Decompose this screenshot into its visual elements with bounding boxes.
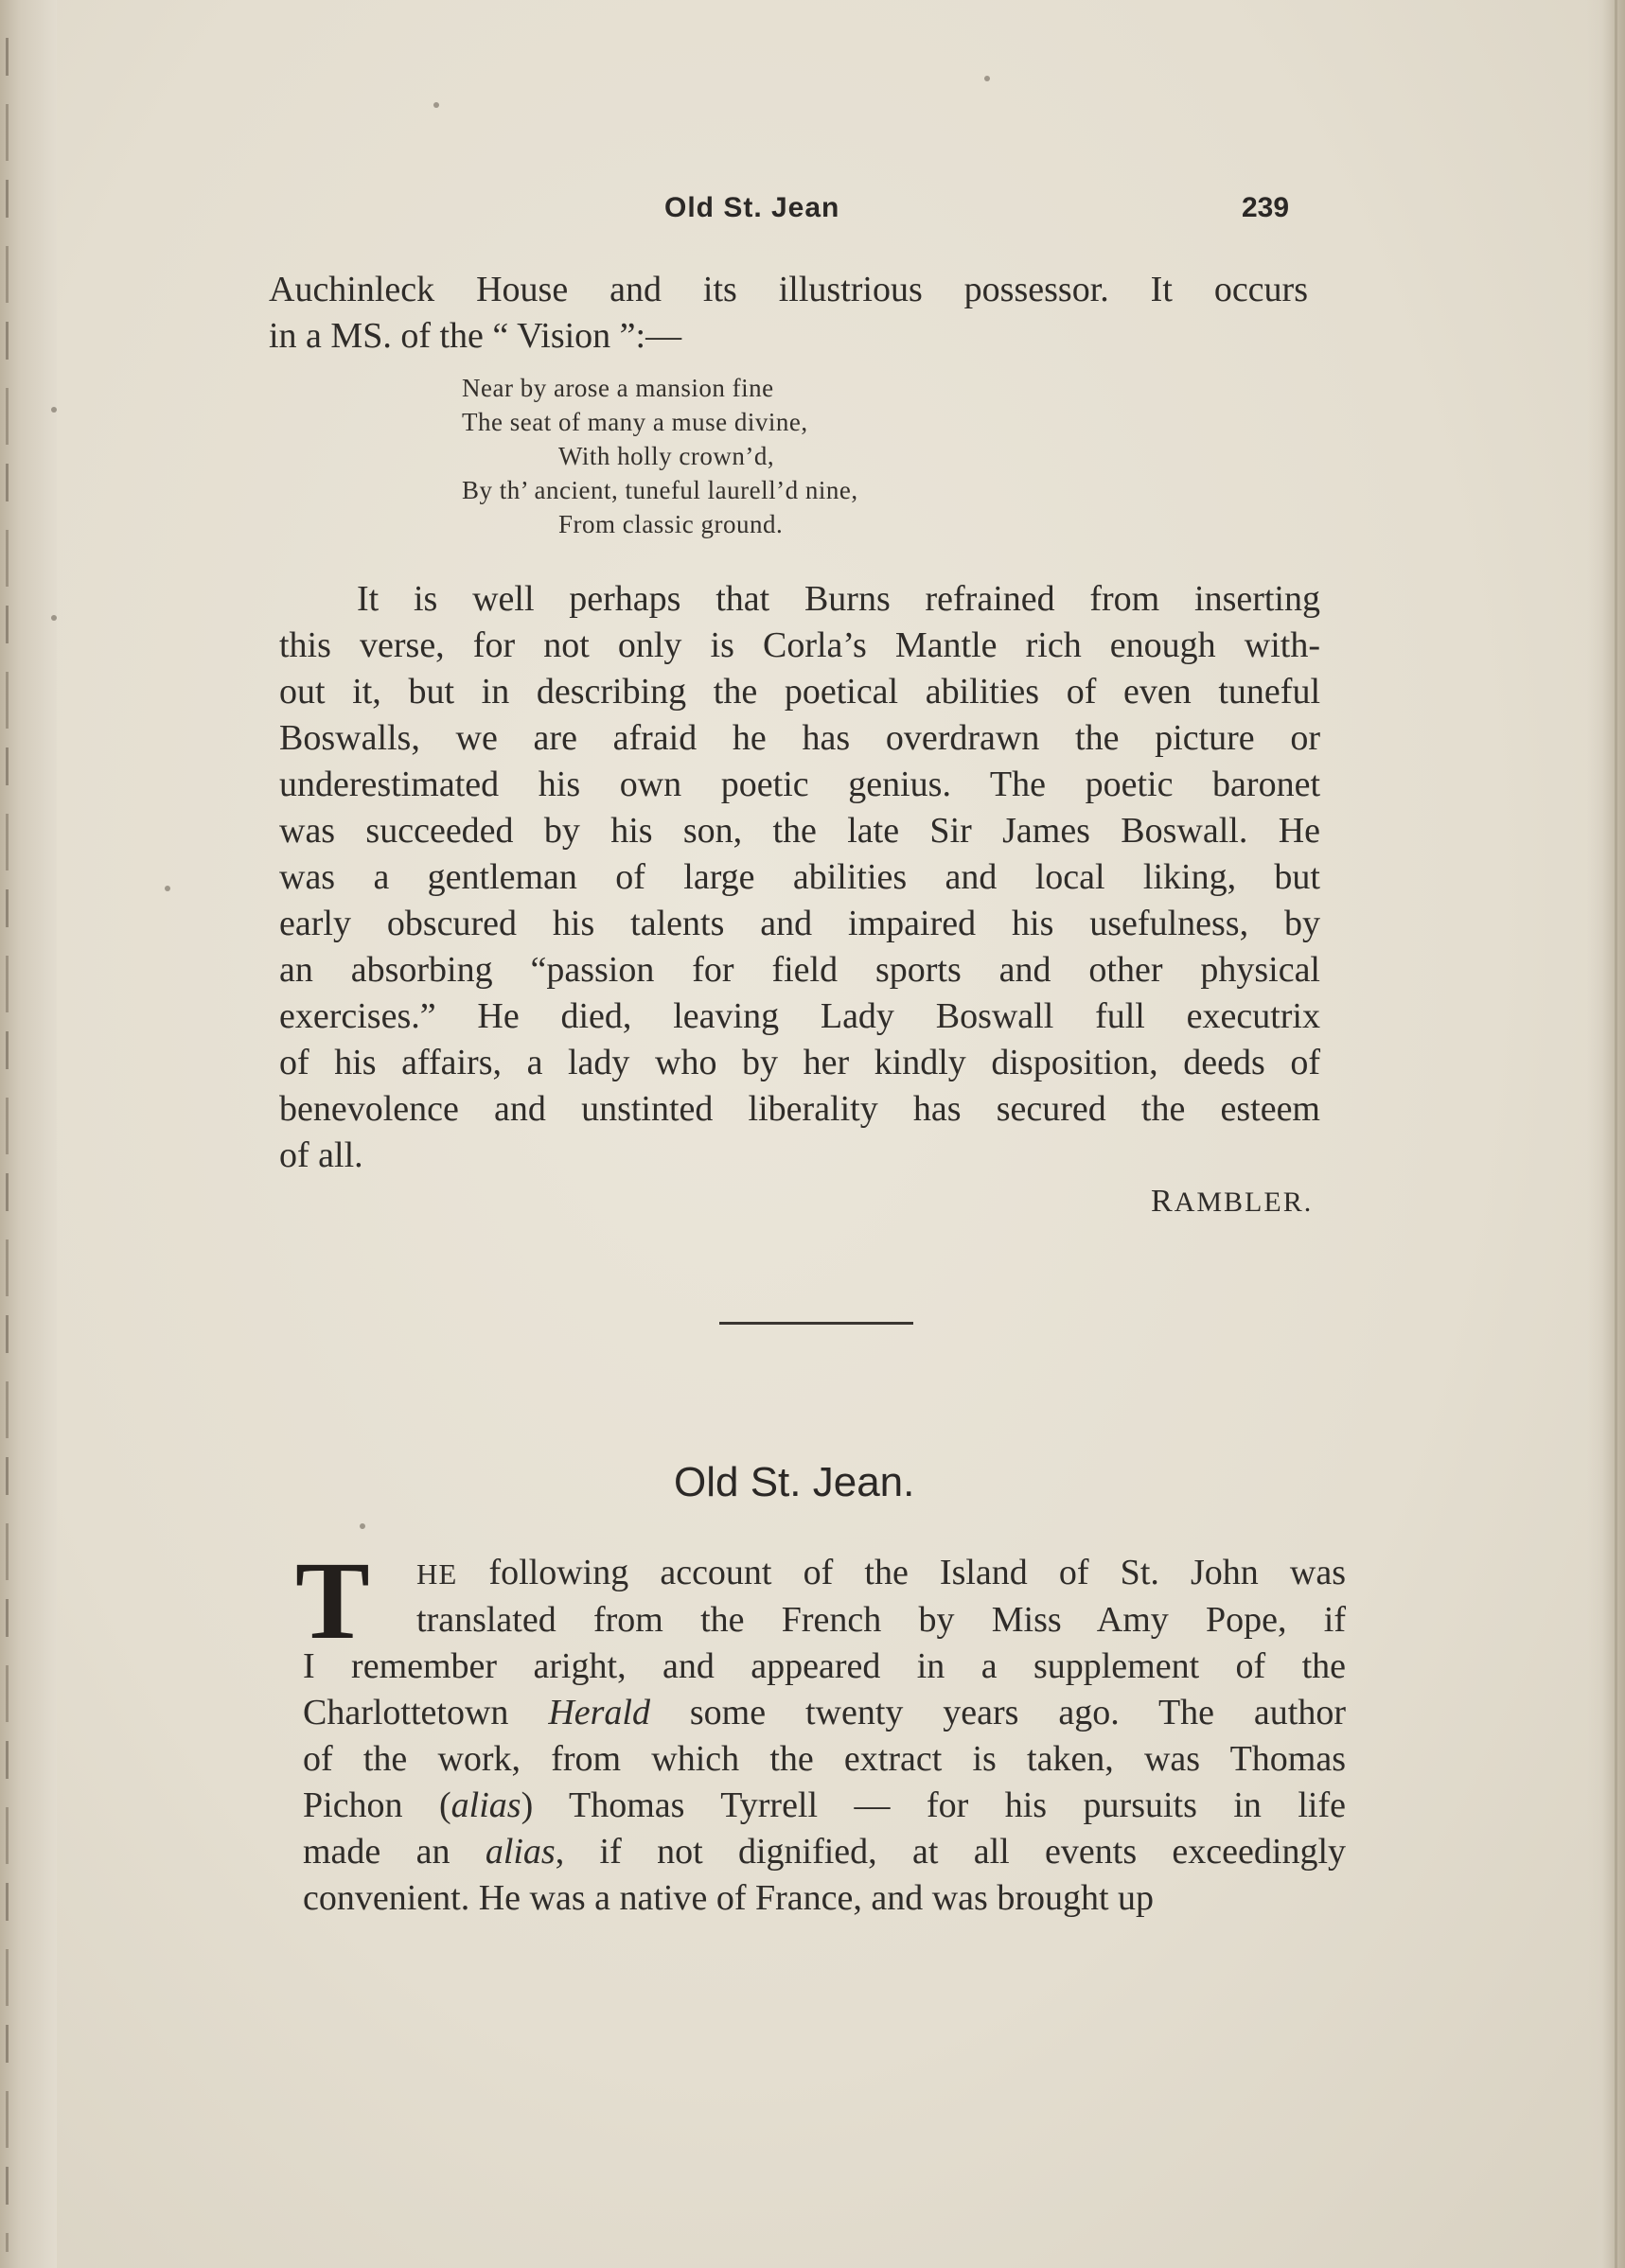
text-run: made an	[303, 1832, 486, 1872]
text-run: following account of the Island of St. John was	[457, 1553, 1346, 1592]
text-line	[303, 1690, 1346, 1736]
text-run: some twenty years ago. The author	[649, 1693, 1346, 1732]
text-line: translated from the French by Miss Amy Pope, if	[416, 1600, 1346, 1640]
small-caps-word: HE	[416, 1557, 458, 1591]
poem-line: Near by arose a mansion fine	[462, 374, 774, 402]
poem-line: With holly crown’d,	[558, 442, 775, 470]
author-signature	[1151, 1184, 1313, 1220]
poem-line: By th’ ancient, tuneful laurell’d nine,	[462, 476, 858, 504]
signature-initial: R	[1151, 1184, 1175, 1219]
text-line: Auchinleck House and its illustrious possessor. It occurs	[269, 270, 1308, 309]
text-line: I remember aright, and appeared in a supplement of the	[303, 1646, 1346, 1686]
signature-rest: AMBLER.	[1174, 1187, 1314, 1218]
text-line	[303, 1829, 1346, 1875]
text-line: an absorbing “passion for field sports and other physical	[279, 950, 1320, 990]
page-number: 239	[1242, 192, 1290, 223]
page-right-edge	[1587, 0, 1625, 2268]
text-line: of the work, from which the extract is taken, was Thomas	[303, 1739, 1346, 1779]
text-line: exercises.” He died, leaving Lady Boswall full executrix	[279, 996, 1320, 1036]
poem-line: The seat of many a muse divine,	[462, 408, 808, 436]
paragraph-continuation	[269, 267, 1308, 360]
text-line: in a MS. of the “ Vision ”:—	[269, 316, 682, 356]
text-line: Boswalls, we are afraid he has overdrawn the picture or	[279, 718, 1320, 758]
italic-word: alias	[450, 1785, 521, 1825]
paper-speck	[984, 76, 990, 81]
text-line: convenient. He was a native of France, and was brought up	[303, 1878, 1155, 1918]
text-line: It is well perhaps that Burns refrained from inserting	[357, 579, 1320, 619]
text-line: was succeeded by his son, the late Sir James Boswall. He	[279, 811, 1320, 851]
running-title: Old St. Jean	[664, 192, 840, 223]
paper-speck	[51, 615, 57, 621]
poem-line: From classic ground.	[558, 510, 784, 538]
paper-speck	[360, 1523, 365, 1529]
section-divider	[719, 1322, 913, 1325]
poem-stanza	[462, 371, 858, 541]
text-run: Pichon (	[303, 1785, 451, 1825]
text-run: , if not dignified, at all events exceedingly	[555, 1832, 1347, 1872]
text-line: early obscured his talents and impaired his usefulness, by	[279, 904, 1320, 943]
page-binding-edge	[0, 0, 57, 2268]
text-line: was a gentleman of large abilities and local liking, but	[279, 857, 1320, 897]
paper-speck	[165, 886, 170, 891]
paragraph-burns	[279, 576, 1320, 1179]
italic-word: Herald	[548, 1693, 650, 1732]
text-line	[303, 1550, 1346, 1597]
text-line: out it, but in describing the poetical abilities of even tuneful	[279, 672, 1320, 712]
italic-word: alias	[485, 1832, 556, 1872]
paper-speck	[433, 102, 439, 108]
paragraph-old-st-jean	[295, 1538, 1347, 1922]
drop-cap: T	[295, 1538, 370, 1662]
text-line: benevolence and unstinted liberality has secured the esteem	[279, 1089, 1320, 1129]
text-line: of his affairs, a lady who by her kindly disposition, deeds of	[279, 1043, 1320, 1082]
text-run: Charlottetown	[303, 1693, 549, 1732]
section-title: Old St. Jean.	[674, 1459, 915, 1505]
text-line: of all.	[279, 1135, 363, 1175]
text-run: ) Thomas Tyrrell — for his pursuits in life	[521, 1785, 1346, 1825]
text-line: this verse, for not only is Corla’s Mantle rich enough with-	[279, 625, 1320, 665]
text-line	[303, 1783, 1346, 1829]
text-line: underestimated his own poetic genius. The poetic baronet	[279, 765, 1320, 804]
paper-speck	[51, 407, 57, 413]
